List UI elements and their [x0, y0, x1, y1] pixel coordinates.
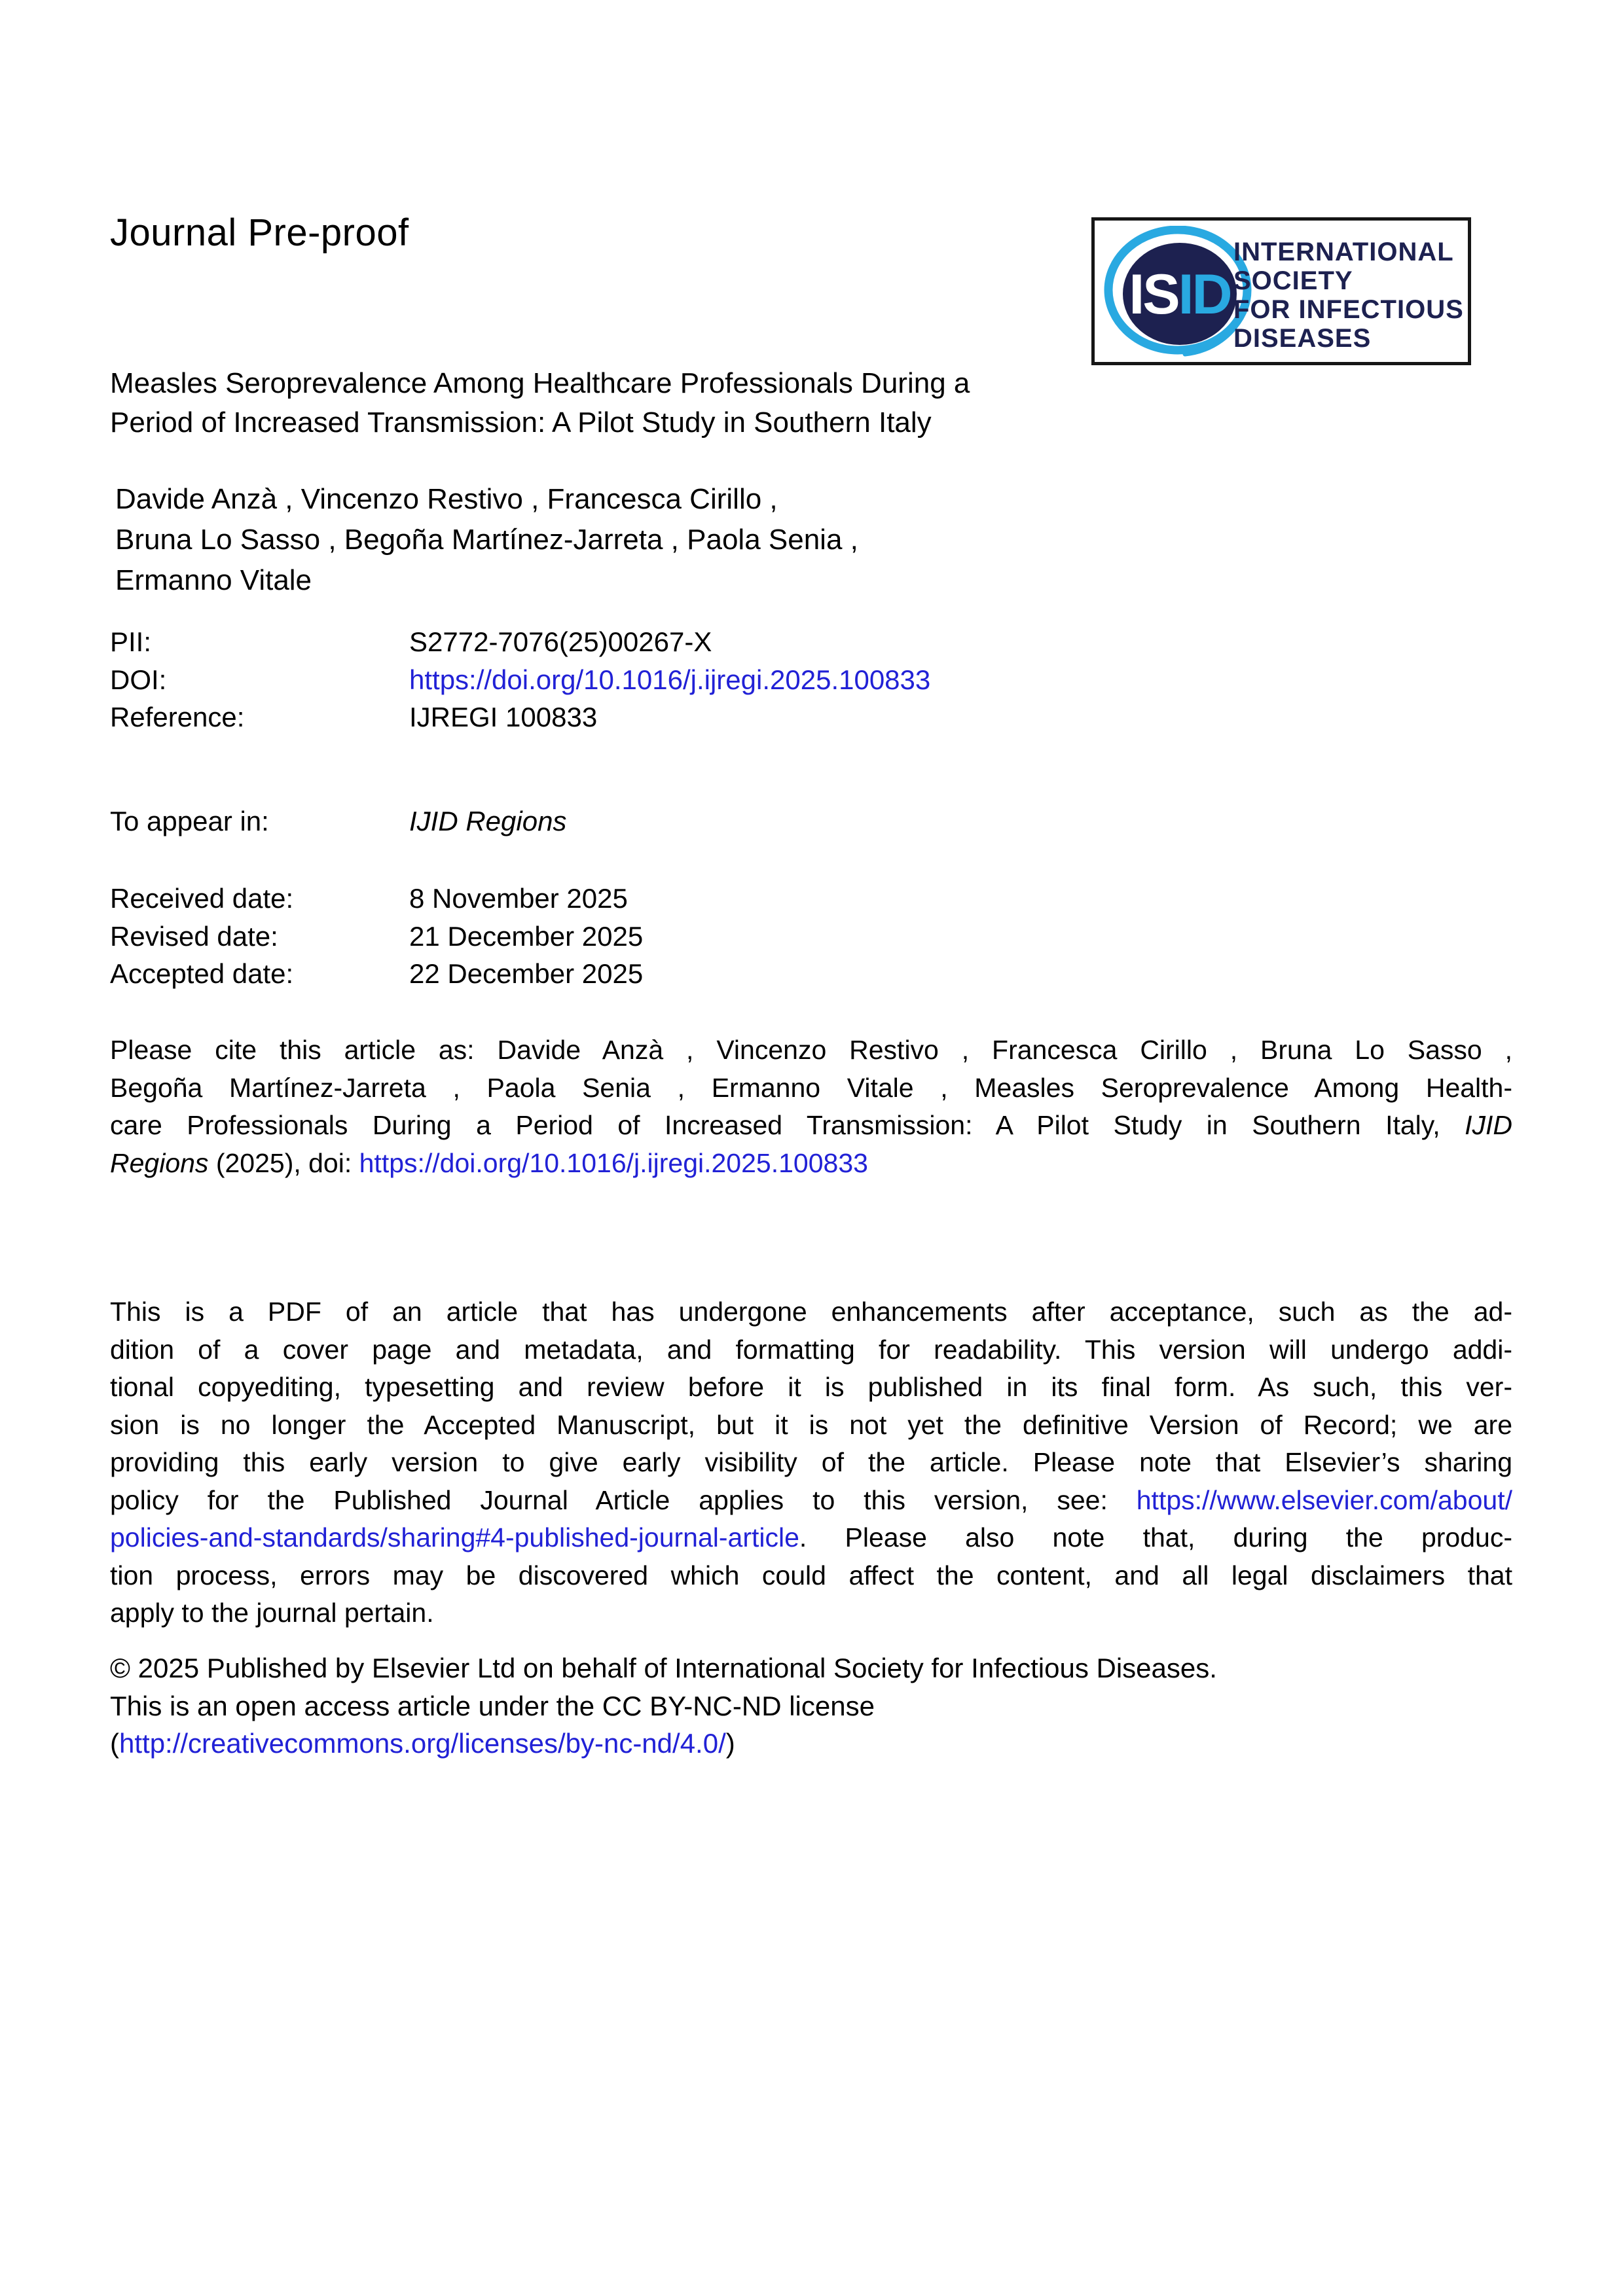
hyperlink[interactable]: http://creativecommons.org/licenses/by-nc-nd/4.0/	[119, 1728, 726, 1759]
text-line	[110, 1594, 1512, 1632]
logo-org-line: DISEASES	[1233, 324, 1372, 353]
hyperlink[interactable]: policies-and-standards/sharing#4-published-journal-article	[110, 1522, 799, 1552]
italic-text: Regions	[110, 1147, 209, 1178]
accepted-date-label: Accepted date:	[110, 958, 294, 989]
text-segment: policy for the Published Journal Article applies to this version, see:	[110, 1484, 1137, 1515]
author-line: Ermanno Vitale	[115, 564, 312, 596]
pii-label: PII:	[110, 626, 152, 657]
text-line	[110, 1649, 1512, 1687]
text-segment: © 2025 Published by Elsevier Ltd on behalf of International Society for Infectious Diseases.	[110, 1653, 1217, 1683]
isid-logo-text	[1233, 238, 1464, 353]
text-line	[110, 1145, 1512, 1183]
text-line	[110, 1687, 1512, 1725]
disclaimer-paragraph	[110, 1293, 1512, 1632]
received-date-row	[110, 880, 643, 918]
text-line	[110, 1031, 1512, 1069]
accepted-date-value: 22 December 2025	[409, 958, 644, 989]
text-segment: care Professionals During a Period of Increased Transmission: A Pilot Study in Southern Italy,	[110, 1110, 1465, 1140]
copyright-notice	[110, 1649, 1512, 1763]
to-appear-row	[110, 802, 566, 840]
text-segment: (2025), doi:	[208, 1147, 359, 1178]
logo-org-line: FOR INFECTIOUS	[1233, 295, 1464, 324]
text-line	[110, 1069, 1512, 1107]
author-line: Davide Anzà , Vincenzo Restivo , Francesca Cirillo ,	[115, 483, 778, 515]
text-segment: )	[725, 1728, 735, 1759]
svg-text:ISID	[1129, 263, 1230, 326]
revised-date-row	[110, 918, 643, 956]
text-segment: Begoña Martínez-Jarreta , Paola Senia , Ermanno Vitale , Measles Seroprevalence Among Health-	[110, 1072, 1512, 1103]
reference-label: Reference:	[110, 702, 245, 732]
text-segment: (	[110, 1728, 119, 1759]
text-segment: Please cite this article as: Davide Anzà , Vincenzo Restivo , Francesca Cirillo , Bruna Lo Sasso ,	[110, 1035, 1512, 1065]
article-title-line: Measles Seroprevalence Among Healthcare Professionals During a	[110, 367, 970, 399]
isid-logo	[1091, 217, 1471, 365]
identifier-section	[110, 623, 930, 736]
isid-logo-mark	[1100, 226, 1256, 359]
text-line	[110, 1107, 1512, 1145]
doi-link[interactable]: https://doi.org/10.1016/j.ijregi.2025.100833	[409, 664, 931, 695]
text-line	[110, 1557, 1512, 1595]
citation-paragraph	[110, 1031, 1512, 1182]
reference-value: IJREGI 100833	[409, 702, 598, 732]
journal-name: IJID Regions	[409, 806, 567, 836]
text-segment: This is an open access article under the CC BY-NC-ND license	[110, 1690, 875, 1721]
accepted-date-row	[110, 955, 643, 993]
logo-acronym-id: ID	[1178, 263, 1231, 326]
article-title	[110, 364, 970, 442]
article-title-line: Period of Increased Transmission: A Pilot Study in Southern Italy	[110, 406, 932, 439]
text-line	[110, 1482, 1512, 1520]
text-line	[110, 1519, 1512, 1557]
received-date-label: Received date:	[110, 883, 294, 914]
text-line	[110, 1331, 1512, 1369]
italic-text: IJID	[1465, 1110, 1512, 1140]
pii-row	[110, 623, 930, 661]
text-segment: This is a PDF of an article that has undergone enhancements after acceptance, such as the ad-	[110, 1297, 1512, 1327]
author-line: Bruna Lo Sasso , Begoña Martínez-Jarreta , Paola Senia ,	[115, 524, 858, 556]
text-segment: sion is no longer the Accepted Manuscript, but it is not yet the definitive Version of Record; we are	[110, 1409, 1512, 1440]
hyperlink[interactable]: https://www.elsevier.com/about/	[1136, 1484, 1512, 1515]
reference-row	[110, 698, 930, 736]
text-line	[110, 1725, 1512, 1763]
dates-section	[110, 880, 643, 993]
logo-org-line: INTERNATIONAL	[1233, 238, 1454, 266]
to-appear-section	[110, 802, 566, 840]
revised-date-value: 21 December 2025	[409, 920, 644, 952]
text-line	[110, 1369, 1512, 1407]
text-segment: . Please also note that, during the produc-	[799, 1522, 1512, 1552]
text-segment: tional copyediting, typesetting and review before it is published in its final form. As such, this ver-	[110, 1372, 1512, 1402]
received-date-value: 8 November 2025	[409, 883, 628, 914]
page-title: Journal Pre-proof	[110, 211, 409, 254]
revised-date-label: Revised date:	[110, 920, 278, 952]
author-list	[115, 479, 858, 601]
text-line	[110, 1407, 1512, 1444]
pii-value: S2772-7076(25)00267-X	[409, 626, 712, 657]
text-segment: apply to the journal pertain.	[110, 1598, 434, 1628]
doi-row	[110, 661, 930, 699]
logo-org-line: SOCIETY	[1233, 266, 1353, 295]
to-appear-label: To appear in:	[110, 806, 269, 836]
hyperlink[interactable]: https://doi.org/10.1016/j.ijregi.2025.100833	[359, 1147, 868, 1178]
text-line	[110, 1293, 1512, 1331]
logo-acronym-is: IS	[1129, 263, 1178, 326]
doi-label: DOI:	[110, 664, 167, 695]
text-segment: dition of a cover page and metadata, and formatting for readability. This version will undergo addi-	[110, 1334, 1512, 1365]
text-segment: tion process, errors may be discovered which could affect the content, and all legal disclaimers that	[110, 1560, 1512, 1590]
text-line	[110, 1444, 1512, 1482]
text-segment: providing this early version to give early visibility of the article. Please note that Elsevier’s sharing	[110, 1447, 1512, 1477]
